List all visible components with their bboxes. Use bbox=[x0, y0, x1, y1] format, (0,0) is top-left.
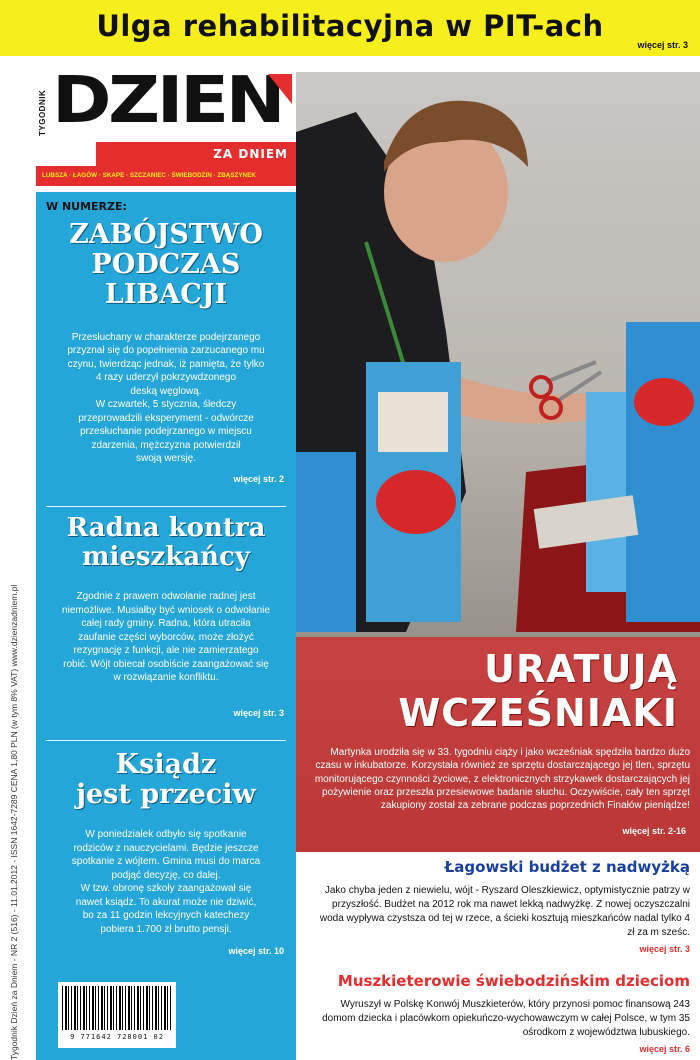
title-line: jest przeciw bbox=[76, 779, 256, 811]
body-line: Zgodnie z prawem odwołanie radnej jest bbox=[76, 591, 256, 603]
title-line: mieszkańcy bbox=[81, 542, 251, 573]
story-priest-more-link[interactable]: więcej str. 10 bbox=[228, 946, 284, 956]
story-councillor-title[interactable] bbox=[36, 514, 296, 572]
masthead-weekly-label: TYGODNIK bbox=[38, 89, 47, 136]
title-line: PODCZAS bbox=[91, 249, 241, 281]
side-meta-text: Tygodnik Dzień za Dniem - NR 2 (516) - 11.01.2012 - ISSN 1642-7289 CENA 1,80 PLN (w tym 8% VAT) www.dzienzadniem.pl bbox=[9, 584, 19, 1060]
title-line: Ksiądz bbox=[115, 749, 217, 780]
body-line: 4 razy uderzył pokrzywdzonego bbox=[95, 372, 237, 384]
body-line: podjąć decyzję, co dalej. bbox=[111, 869, 221, 881]
body-line: zaufanie części wyborców, może złożyć bbox=[78, 631, 254, 643]
story-lagow-budget-more-link[interactable]: więcej str. 3 bbox=[639, 944, 690, 954]
body-line: rezygnację z funkcji, ale nie zamierzatego bbox=[73, 645, 259, 657]
left-column bbox=[36, 192, 296, 1060]
banner-more-link[interactable]: więcej str. 3 bbox=[637, 40, 688, 50]
top-banner bbox=[0, 0, 700, 56]
side-meta bbox=[0, 120, 30, 1060]
story-musketeers-title[interactable]: Muszkieterowie świebodzińskim dzieciom bbox=[337, 972, 690, 990]
masthead-towns: LUBSZA · ŁAGÓW · SKAPE · SZCZANIEC · ŚWIEBODZIN · ZBĄSZYNEK bbox=[36, 166, 296, 186]
story-priest-title[interactable] bbox=[36, 750, 296, 810]
cover-photo[interactable] bbox=[296, 72, 700, 852]
divider bbox=[46, 506, 286, 507]
body-line: deską węglową. bbox=[130, 385, 202, 397]
masthead-red-wedge bbox=[268, 74, 292, 104]
photo-caption: Martynka urodziła się w 33. tygodniu ciąży i jako wcześniak spędziła bardzo dużo czasu w inkubatorze. Korzystała również ze sprzętu dostarczającego jej tlen, sprzętu monitorującego czynności życiowe, z elektronicznych strzykawek dostarczających jej pożywienie oraz przeszła przesiewowe badanie słuchu. Oczywiście, cały ten sprzęt zakupiony został za zebrane podczas poprzednich Finałów pieniądze! bbox=[314, 747, 690, 812]
story-priest[interactable] bbox=[36, 749, 296, 956]
photo-title-line1[interactable]: URATUJĄ bbox=[484, 647, 678, 691]
body-line: czynu, twierdząc jednak, iż pamięta, że tylko bbox=[67, 358, 265, 370]
masthead bbox=[36, 64, 296, 192]
barcode-bars bbox=[62, 986, 172, 1030]
title-line: LIBACJI bbox=[104, 279, 228, 311]
photo-more-link[interactable]: więcej str. 2-16 bbox=[622, 826, 686, 836]
story-lagow-budget-title[interactable]: Łagowski budżet z nadwyżką bbox=[444, 858, 690, 876]
body-line: rodziców z nauczycielami. Będzie jeszcze bbox=[73, 842, 259, 854]
story-murder-more-link[interactable]: więcej str. 2 bbox=[233, 474, 284, 484]
body-line: spotkanie z wójtem. Gmina musi do marca bbox=[71, 856, 261, 868]
story-lagow-budget-body: Jako chyba jeden z niewielu, wójt - Ryszard Oleszkiewicz, optymistycznie patrzy w przyszłość. Budżet na 2012 rok ma nawet lekką nadwyżkę. Z nowej oczyszczalni woda wypływa czystsza od tej w rzece, a ścieki kosztują mieszkańców nadal tylko 4 zł za m sześc. bbox=[319, 885, 690, 938]
body-line: przesłuchanie podejrzanego w miejscu bbox=[80, 426, 252, 438]
body-line: W tzw. obronę szkoły zaangażował się bbox=[80, 883, 252, 895]
story-councillor-body bbox=[36, 590, 296, 685]
banner-headline[interactable]: Ulga rehabilitacyjna w PIT-ach bbox=[96, 9, 604, 43]
story-murder[interactable] bbox=[36, 219, 296, 484]
section-label: W NUMERZE: bbox=[46, 200, 127, 213]
body-line: robić. Wójt obiecał osobiście zaangażować się bbox=[63, 658, 269, 670]
body-line: przeprowadzili eksperyment - odwórcze bbox=[78, 412, 254, 424]
body-line: pobiera 1.700 zł brutto pensji. bbox=[100, 923, 232, 935]
masthead-weekly bbox=[38, 74, 50, 138]
body-line: niemożliwe. Musiałby być wniosek o odwołanie bbox=[62, 604, 270, 616]
story-priest-body bbox=[36, 828, 296, 936]
masthead-subtitle: ZA DNIEM bbox=[96, 142, 296, 166]
body-line: w rozwiązanie konfliktu. bbox=[113, 672, 219, 684]
story-murder-body bbox=[36, 331, 296, 466]
story-musketeers-body: Wyruszył w Polskę Konwój Muszkieterów, który przynosi pomoc finansową 243 domom dziecka i placówkom opiekuńczo-wychowawczym w całej Polsce, w tym 35 ośrodkom z województwa lubuskiego. bbox=[322, 999, 690, 1038]
body-line: W poniedziałek odbyło się spotkanie bbox=[85, 829, 247, 841]
masthead-logo[interactable]: DZIEN bbox=[52, 64, 283, 138]
divider bbox=[46, 740, 286, 741]
story-lagow-budget[interactable] bbox=[310, 858, 690, 954]
story-murder-title[interactable] bbox=[36, 220, 296, 311]
body-line: swoją wersję. bbox=[135, 453, 197, 465]
barcode-digits: 9 771642 728001 02 bbox=[70, 1033, 164, 1041]
body-line: przyznał się do popełnienia zarzucanego mu bbox=[67, 345, 265, 357]
barcode bbox=[58, 982, 176, 1048]
story-councillor-more-link[interactable]: więcej str. 3 bbox=[233, 708, 284, 718]
body-line: Przesłuchany w charakterze podejrzanego bbox=[71, 331, 261, 343]
title-line: Radna kontra bbox=[66, 513, 266, 543]
body-line: bo za 11 godzin lekcyjnych katechezy bbox=[82, 910, 250, 922]
story-councillor[interactable] bbox=[36, 513, 296, 718]
body-line: zdarzenia, mężczyzna potwierdził bbox=[91, 439, 241, 451]
title-line: ZABÓJSTWO bbox=[69, 219, 263, 250]
body-line: nawet ksiądz. To akurat może nie dziwić, bbox=[75, 896, 257, 908]
body-line: całej rady gminy. Radna, która utraciła bbox=[81, 618, 251, 630]
photo-title-line2[interactable]: WCZEŚNIAKI bbox=[398, 691, 678, 735]
story-musketeers-more-link[interactable]: więcej str. 6 bbox=[639, 1044, 690, 1054]
body-line: W czwartek, 5 stycznia, śledczy bbox=[95, 399, 237, 411]
story-musketeers[interactable] bbox=[310, 972, 690, 1054]
